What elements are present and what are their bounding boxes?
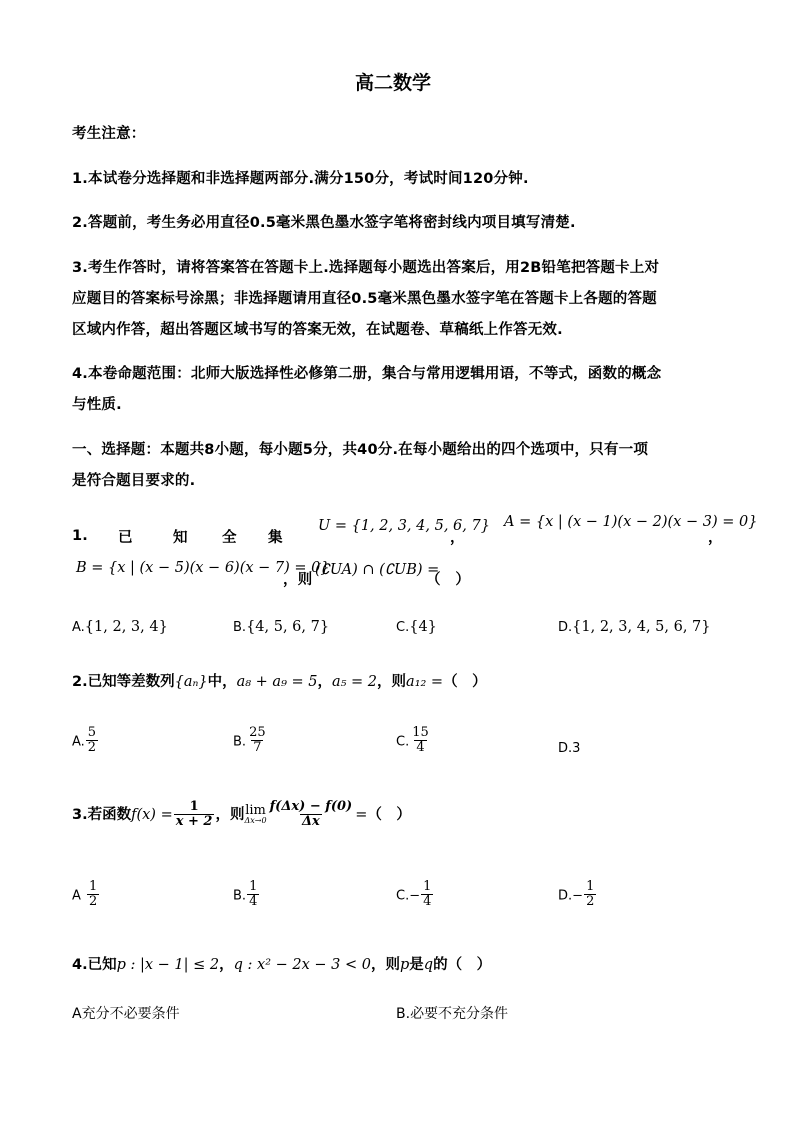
q3-option-d-denominator: 2 [586, 894, 595, 910]
q4-stem [72, 953, 491, 974]
q2-option-c-denominator: 4 [416, 740, 425, 756]
q2-option-c-label: C. [396, 734, 410, 750]
q4-option-a[interactable] [72, 1003, 180, 1023]
q1-option-b-value: {4, 5, 6, 7} [246, 619, 330, 635]
q4-p-symbol: p [399, 957, 410, 973]
q2-target: a₁₂ = [406, 674, 444, 690]
q4-q-condition: q : x² − 2x − 3 < 0 [233, 957, 371, 973]
q1-word-3: 全 [222, 530, 237, 546]
q4-sep: ， [219, 957, 234, 973]
q3-stem [72, 800, 411, 830]
q3-option-d-label: D. [558, 888, 573, 904]
q2-option-a-numerator: 5 [87, 725, 97, 740]
q1-then: ，则 [283, 572, 313, 588]
q2-option-d-label: D. [558, 741, 573, 756]
q3-limit [244, 804, 266, 825]
q3-limit-numerator: f(Δx) − f(0) [269, 799, 353, 814]
q1-set-A: A = {x | (x − 1)(x − 2)(x − 3) = 0} [504, 514, 758, 530]
q4-option-b-label: B. [396, 1006, 411, 1022]
q3-option-b-label: B. [233, 888, 247, 904]
q4-answer-paren: （ ） [447, 957, 492, 973]
q2-option-c[interactable] [396, 726, 432, 756]
q2-option-a-label: A. [72, 734, 85, 750]
q2-condition-1: a₈ + a₉ = 5 [236, 674, 318, 690]
q3-option-d-numerator: 1 [586, 879, 595, 894]
q2-answer-paren: （ ） [443, 674, 487, 690]
q2-mid: 中， [207, 674, 237, 690]
q1-word-4: 集 [268, 530, 283, 546]
q2-option-c-numerator: 15 [412, 725, 429, 740]
q1-set-U: U = {1, 2, 3, 4, 5, 6, 7} [318, 518, 490, 534]
q1-option-d[interactable] [558, 616, 711, 635]
q4-option-a-label: A [72, 1006, 82, 1022]
q2-sequence: {aₙ} [174, 674, 208, 690]
q4-p-condition: p : |x − 1| ≤ 2 [116, 957, 220, 973]
q3-fraction-denominator: x + 2 [175, 814, 213, 830]
q3-answer-paren: （ ） [367, 806, 411, 823]
q3-option-d-sign: − [572, 888, 584, 904]
q1-option-a[interactable] [72, 616, 168, 635]
q3-option-b[interactable] [233, 880, 260, 910]
q4-is: 是 [409, 957, 424, 973]
q3-equals: = [355, 806, 368, 823]
q2-sep: ， [317, 674, 332, 690]
q1-option-d-label: D. [558, 620, 573, 635]
notice-heading: 考生注意： [72, 126, 146, 142]
q4-prefix: 4.已知 [72, 957, 117, 973]
q2-stem [72, 670, 487, 691]
q4-then: ，则 [370, 957, 400, 973]
q1-set-B: B = {x | (x − 5)(x − 6)(x − 7) = 0} [76, 560, 330, 576]
q4-option-b-value: 必要不充分条件 [410, 1006, 509, 1022]
notice-item-3-line1: 3.考生作答时，请将答案答在答题卡上.选择题每小题选出答案后，用2B铅笔把答题卡上对 [72, 260, 660, 276]
page-title: 高二数学 [355, 72, 432, 94]
q3-option-c-denominator: 4 [423, 894, 432, 910]
q4-option-b[interactable] [396, 1003, 508, 1023]
q1-expression: (∁UA) ∩ (∁UB) = [315, 562, 440, 578]
q1-answer-paren: （ ） [426, 572, 471, 588]
q3-then: ，则 [215, 806, 245, 823]
notice-item-1: 1.本试卷分选择题和非选择题两部分.满分150分，考试时间120分钟. [72, 171, 529, 187]
q3-option-c-sign: − [409, 888, 421, 904]
q1-number: 1. [72, 528, 88, 544]
q4-option-a-value: 充分不必要条件 [81, 1006, 180, 1022]
q1-option-a-label: A. [72, 620, 85, 635]
section-heading-line1: 一、选择题：本题共8小题，每小题5分，共40分.在每小题给出的四个选项中，只有一项 [72, 442, 649, 458]
notice-item-2: 2.答题前，考生务必用直径0.5毫米黑色墨水签字笔将密封线内项目填写清楚. [72, 215, 576, 231]
q2-option-b-label: B. [233, 734, 247, 750]
q3-option-a[interactable] [72, 880, 100, 910]
q3-function: f(x) = [131, 806, 173, 823]
q3-option-a-denominator: 2 [89, 894, 98, 910]
q3-option-b-numerator: 1 [249, 879, 258, 894]
q4-of: 的 [433, 957, 448, 973]
q2-then: ，则 [377, 674, 407, 690]
q3-limit-denominator: Δx [301, 814, 320, 830]
q3-limit-subscript: Δx→0 [244, 816, 267, 826]
q1-option-d-value: {1, 2, 3, 4, 5, 6, 7} [572, 619, 711, 635]
q2-option-b[interactable] [233, 726, 269, 756]
notice-item-3-line2: 应题目的答案标号涂黑；非选择题请用直径0.5毫米黑色墨水签字笔在答题卡上各题的答题 [72, 291, 657, 307]
q2-condition-2: a₅ = 2 [331, 674, 378, 690]
q1-option-c-label: C. [396, 620, 410, 635]
q3-fraction-numerator: 1 [189, 799, 199, 814]
q2-option-d-value: 3 [572, 741, 581, 756]
q1-option-a-value: {1, 2, 3, 4} [84, 619, 168, 635]
q1-comma-2: ， [708, 530, 723, 546]
q3-limit-word: lim [245, 803, 266, 819]
q3-option-a-numerator: 1 [89, 879, 98, 894]
q1-word-2: 知 [173, 530, 188, 546]
q2-option-a[interactable] [72, 726, 99, 756]
q1-word-1: 已 [118, 530, 133, 546]
q4-q-symbol: q [423, 957, 434, 973]
notice-item-4-line1: 4.本卷命题范围：北师大版选择性必修第二册，集合与常用逻辑用语，不等式，函数的概念 [72, 366, 662, 382]
q2-option-b-denominator: 7 [253, 740, 262, 756]
q1-option-c-value: {4} [409, 619, 437, 635]
notice-item-3-line3: 区域内作答，超出答题区域书写的答案无效，在试题卷、草稿纸上作答无效. [72, 322, 563, 338]
q3-prefix: 3.若函数 [72, 806, 132, 823]
q3-option-c-label: C. [396, 888, 410, 904]
q2-prefix: 2.已知等差数列 [72, 674, 175, 690]
q1-option-c[interactable] [396, 616, 437, 635]
q3-option-a-label: A [72, 888, 81, 904]
q3-option-b-denominator: 4 [249, 894, 258, 910]
q3-option-c-numerator: 1 [423, 879, 432, 894]
q2-option-b-numerator: 25 [249, 725, 266, 740]
q1-option-b[interactable] [233, 616, 329, 635]
q3-option-c[interactable] [396, 880, 434, 910]
q1-comma-1: ， [450, 530, 465, 546]
q1-option-b-label: B. [233, 620, 247, 635]
notice-item-4-line2: 与性质. [72, 397, 122, 413]
q2-option-a-denominator: 2 [87, 740, 97, 756]
section-heading-line2: 是符合题目要求的. [72, 473, 196, 489]
q2-option-d[interactable] [558, 737, 580, 756]
q3-option-d[interactable] [558, 880, 597, 910]
